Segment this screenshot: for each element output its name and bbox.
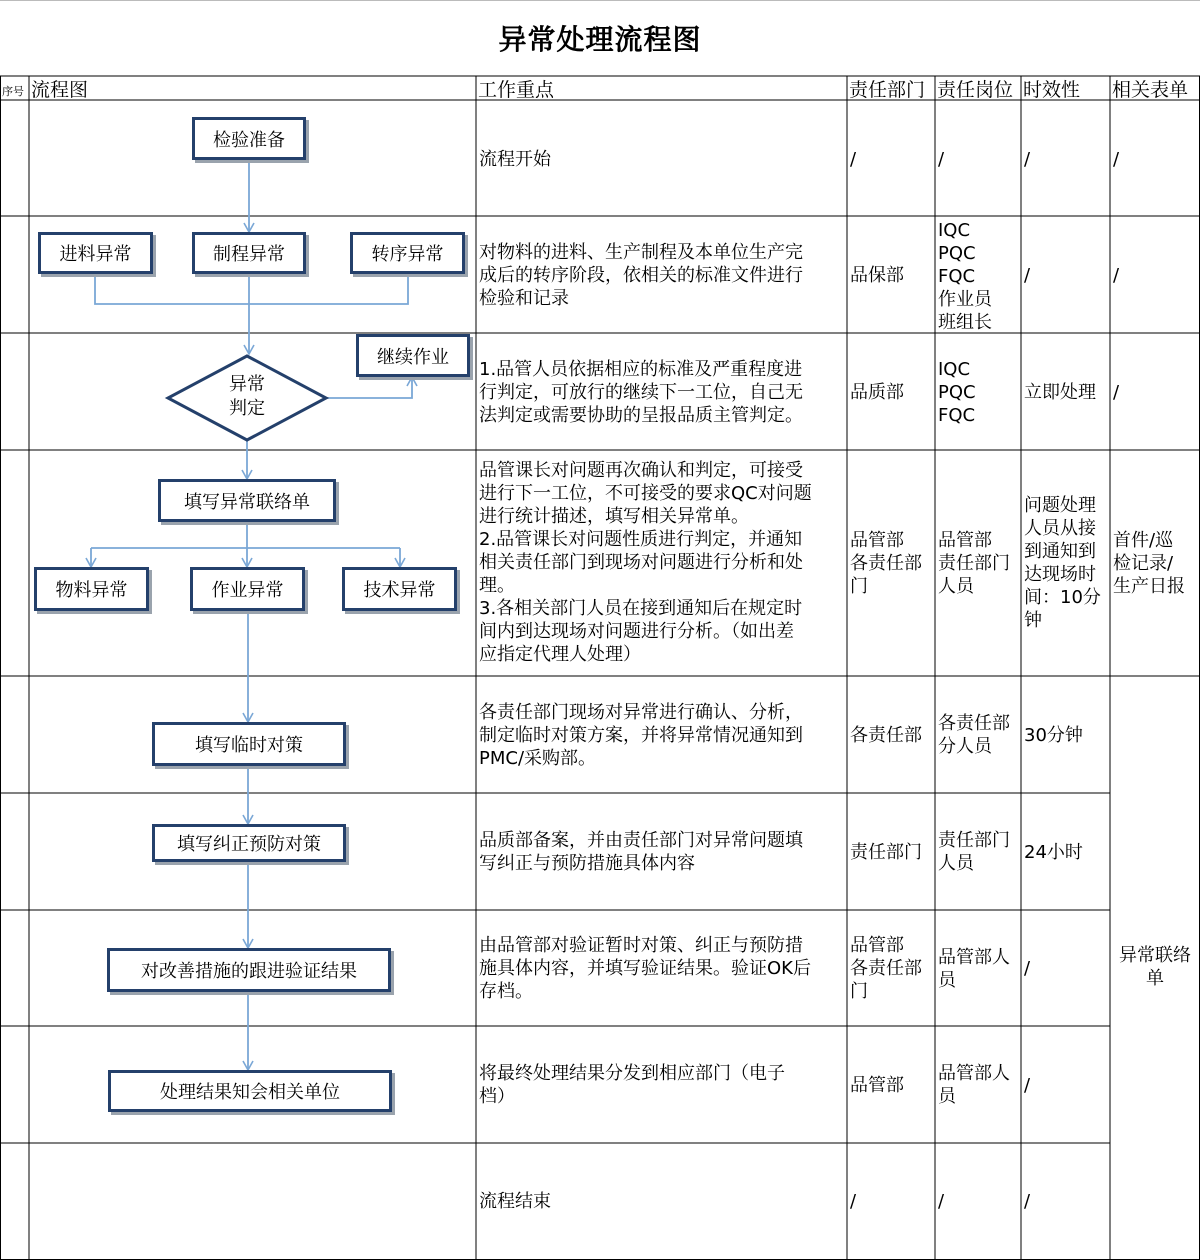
row2-forms: / [1113, 265, 1120, 286]
header-dept: 责任部门 [849, 79, 926, 101]
row5-post: 各责任部 分人员 [938, 713, 1010, 757]
node-continue-work: 继续作业 [356, 334, 470, 377]
row4-time: 问题处理 人员从接 到通知到 达现场时 间：10分 钟 [1024, 495, 1101, 631]
node-transfer-abnormal: 转序异常 [350, 232, 465, 274]
row1-post: / [938, 149, 945, 170]
row1-forms: / [1113, 149, 1120, 170]
row1-dept: / [850, 149, 857, 170]
row7-dept: 品管部 各责任部 门 [850, 935, 922, 1002]
row8-focus: 将最终处理结果分发到相应部门（电子 档） [479, 1063, 785, 1107]
row3-focus: 1.品管人员依据相应的标准及严重程度进 行判定，可放行的继续下一工位，自己无 法判定或需要协助的呈报品质主管判定。 [479, 359, 803, 426]
row3-time: 立即处理 [1024, 382, 1096, 403]
header-flow: 流程图 [31, 79, 89, 101]
row3-dept: 品质部 [850, 382, 904, 403]
row2-post: IQC PQC FQC 作业员 班组长 [938, 220, 992, 333]
row2-time: / [1024, 265, 1031, 286]
row4-post: 品管部 责任部门 人员 [938, 530, 1010, 597]
row4-dept: 品管部 各责任部 门 [850, 530, 922, 597]
row6-post: 责任部门 人员 [938, 830, 1010, 874]
merged-form-cell: 异常联络 单 [1119, 945, 1191, 989]
row5-dept: 各责任部 [850, 725, 922, 746]
row8-post: 品管部人 员 [938, 1063, 1010, 1107]
row7-focus: 由品管部对验证暂时对策、纠正与预防措 施具体内容，并填写验证结果。验证OK后 存档。 [479, 935, 811, 1002]
row4-forms: 首件/巡 检记录/ 生产日报 [1113, 530, 1185, 597]
node-corrective-measures: 填写纠正预防对策 [152, 824, 346, 862]
flow-connectors [91, 160, 412, 1070]
node-material-abnormal: 物料异常 [34, 567, 149, 611]
row2-dept: 品保部 [850, 265, 904, 286]
node-inspect-prep: 检验准备 [192, 117, 306, 160]
header-forms: 相关表单 [1112, 79, 1189, 101]
header-post: 责任岗位 [937, 79, 1014, 101]
row9-dept: / [850, 1191, 857, 1212]
header-seq: 序号 [2, 85, 24, 98]
node-fill-contact-form: 填写异常联络单 [158, 479, 336, 522]
header-focus: 工作重点 [478, 79, 555, 101]
node-notify-units: 处理结果知会相关单位 [108, 1070, 392, 1112]
node-temp-measures: 填写临时对策 [152, 722, 346, 766]
node-tech-abnormal: 技术异常 [342, 567, 457, 611]
row4-focus: 品管课长对问题再次确认和判定，可接受 进行下一工位，不可接受的要求QC对问题 进行统计描述，填写相关异常单。 2.品管课长对问题性质进行判定，并通知 相关责任部门到现场对问题进行分析和处 理。 3.各相关部门人员在接到通知后在规定时 间内到达现场对问题进行分析。（如出差 应指定代理人处理） [479, 460, 812, 665]
row1-time: / [1024, 149, 1031, 170]
row7-post: 品管部人 员 [938, 947, 1010, 991]
row8-dept: 品管部 [850, 1075, 904, 1096]
node-verify-results: 对改善措施的跟进验证结果 [107, 948, 391, 992]
node-incoming-abnormal: 进料异常 [38, 232, 153, 274]
row6-focus: 品质部备案，并由责任部门对异常问题填 写纠正与预防措施具体内容 [479, 830, 803, 874]
row9-focus: 流程结束 [479, 1191, 551, 1212]
row8-time: / [1024, 1075, 1031, 1096]
node-process-abnormal: 制程异常 [192, 232, 306, 274]
row5-time: 30分钟 [1024, 725, 1083, 746]
header-time: 时效性 [1023, 79, 1081, 101]
row2-focus: 对物料的进料、生产制程及本单位生产完 成后的转序阶段，依相关的标准文件进行 检验和记录 [479, 242, 803, 309]
row9-post: / [938, 1191, 945, 1212]
row6-dept: 责任部门 [850, 842, 922, 863]
row3-forms: / [1113, 382, 1120, 403]
judge-label: 异常 判定 [229, 374, 265, 419]
node-operation-abnormal: 作业异常 [190, 567, 305, 611]
row9-time: / [1024, 1191, 1031, 1212]
row1-focus: 流程开始 [479, 149, 551, 170]
row3-post: IQC PQC FQC [938, 359, 976, 426]
page-title: 异常处理流程图 [498, 23, 702, 56]
row6-time: 24小时 [1024, 842, 1083, 863]
row5-focus: 各责任部门现场对异常进行确认、分析， 制定临时对策方案，并将异常情况通知到 PMC/采购部。 [479, 702, 803, 769]
row7-time: / [1024, 958, 1031, 979]
